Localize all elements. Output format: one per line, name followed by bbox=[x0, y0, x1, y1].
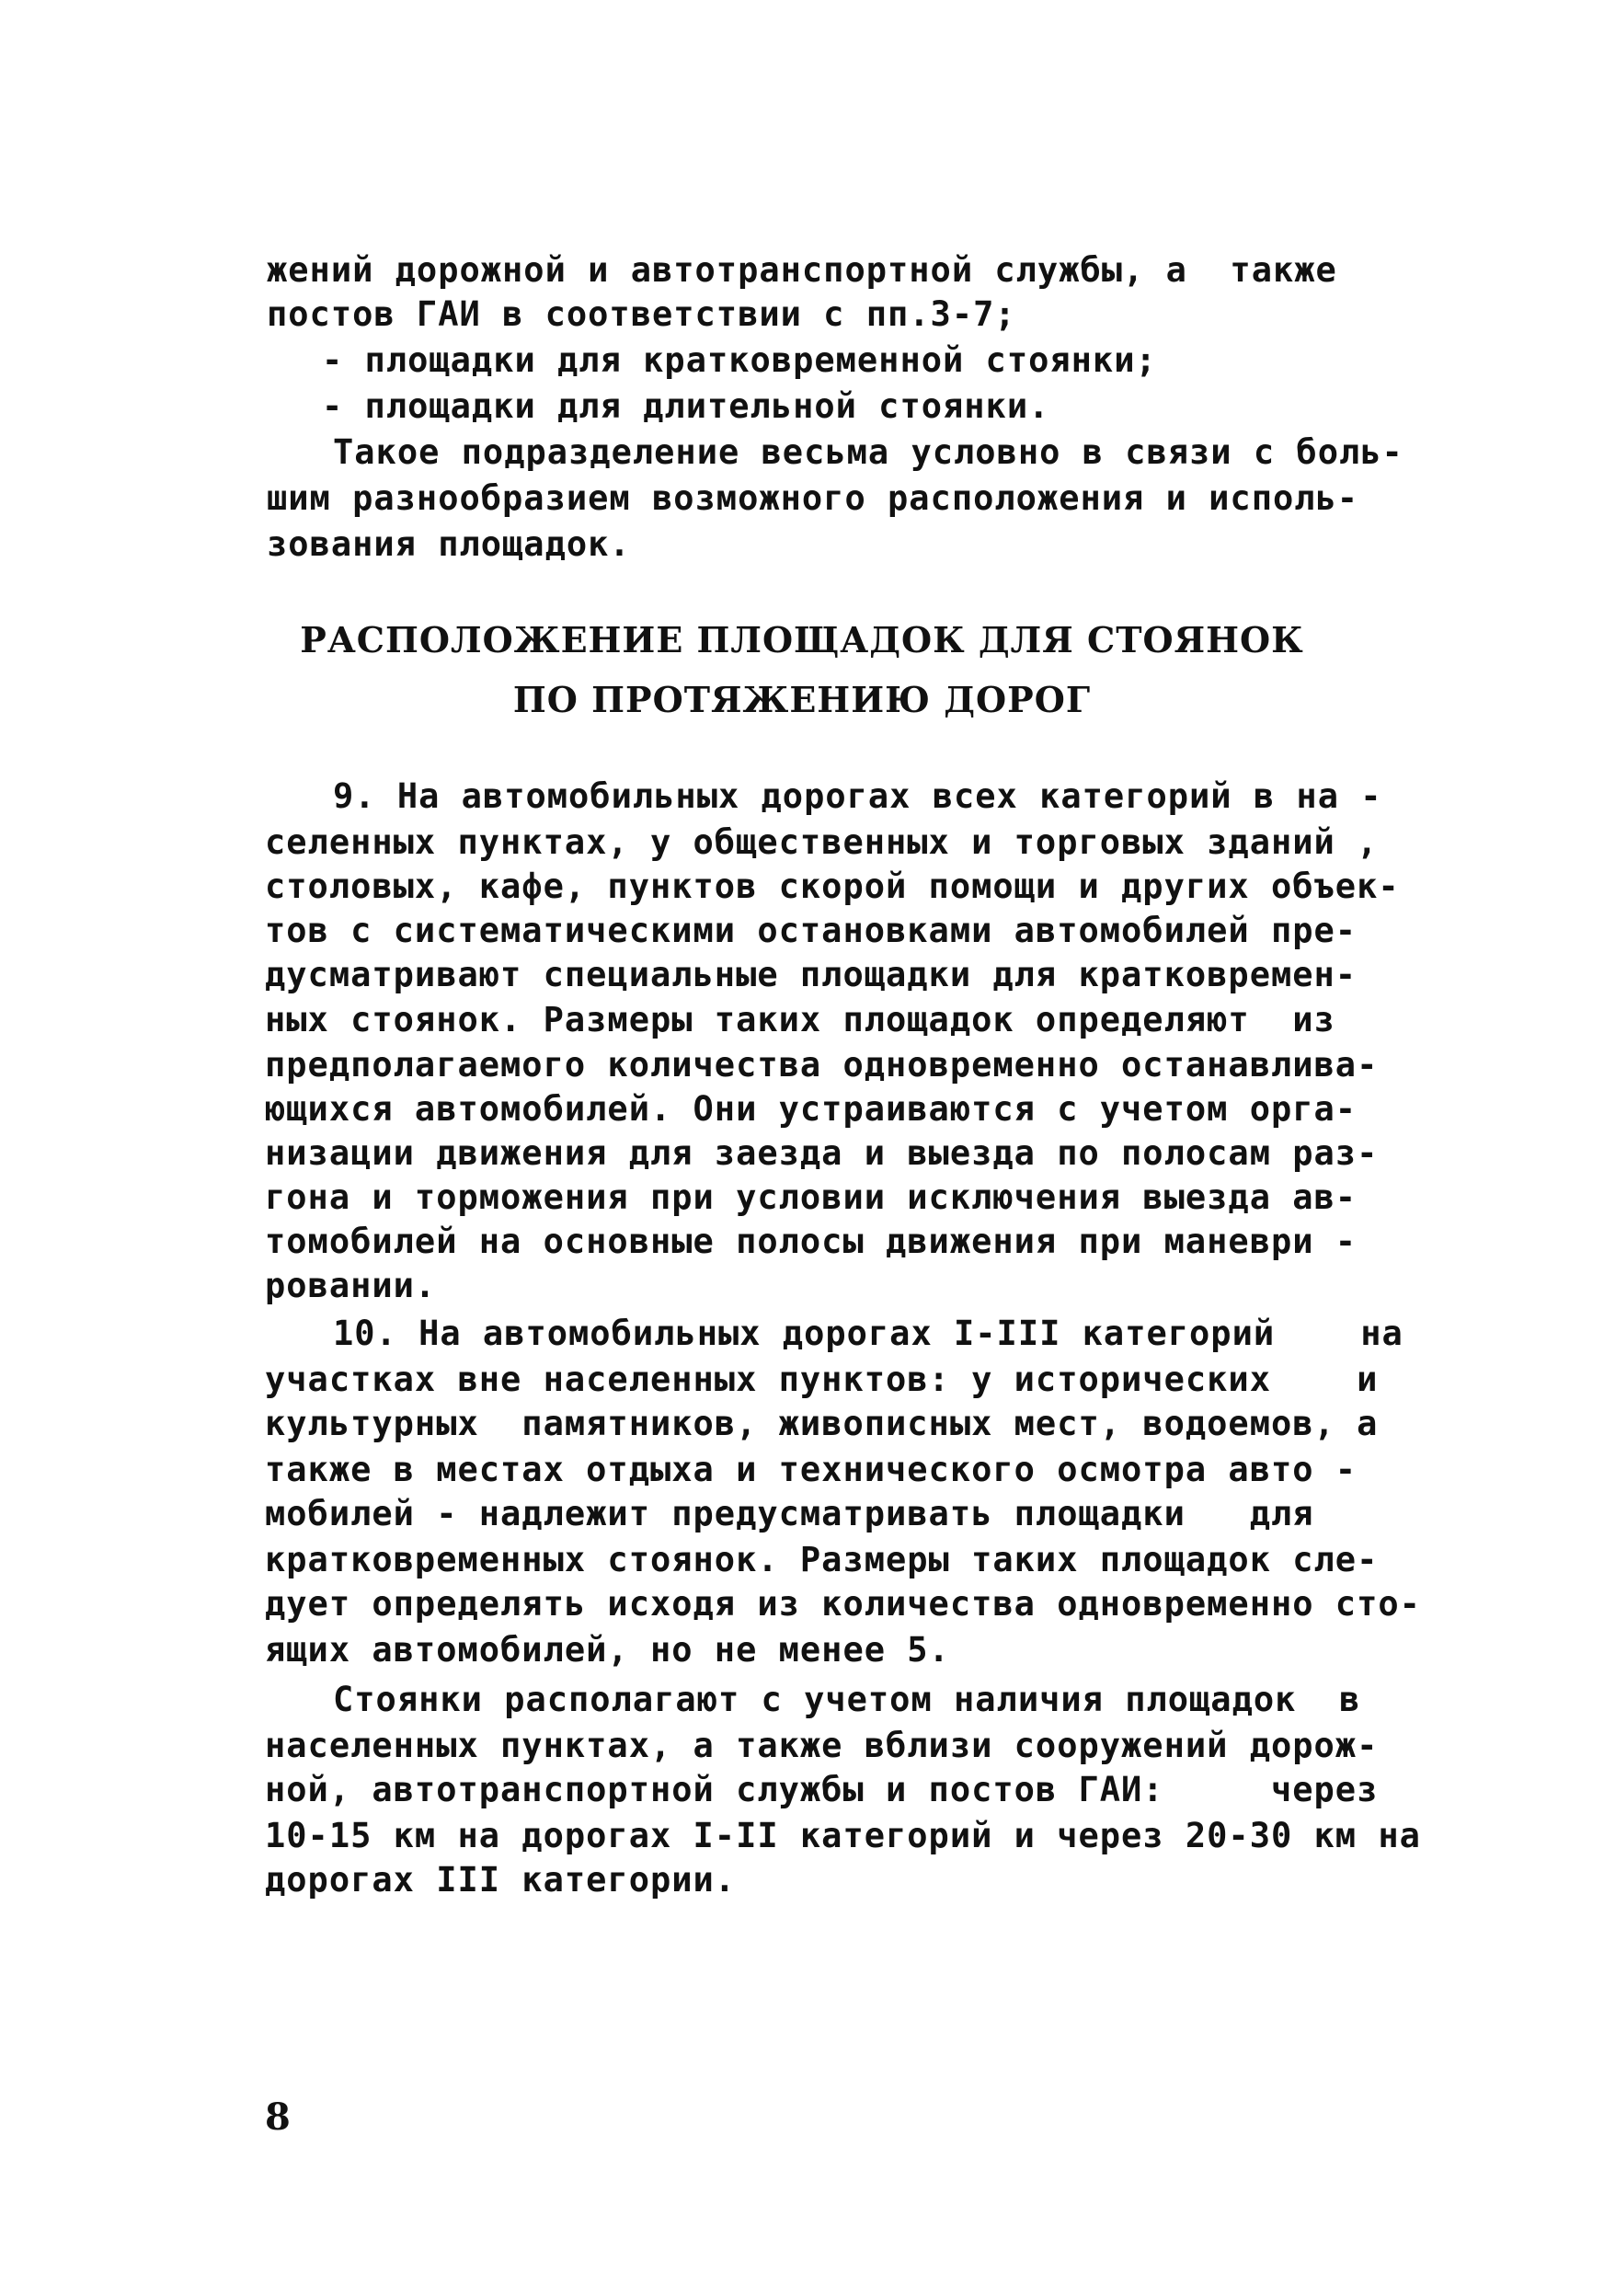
paragraph-9-line: столовых, кафе, пунктов скорой помощи и других объек- bbox=[265, 867, 1400, 906]
intro-line: шим разнообразием возможного расположения и исполь- bbox=[267, 478, 1359, 518]
paragraph-last-line: Стоянки располагают с учетом наличия площадок в bbox=[333, 1680, 1361, 1719]
paragraph-10-line: мобилей - надлежит предусматривать площадки для bbox=[265, 1494, 1314, 1533]
paragraph-last-line: 10-15 км на дорогах I-II категорий и через 20-30 км на bbox=[265, 1816, 1421, 1855]
paragraph-9-line: предполагаемого количества одновременно останавлива- bbox=[265, 1045, 1379, 1085]
paragraph-10-line: также в местах отдыха и технического осмотра авто - bbox=[265, 1450, 1358, 1489]
section-heading-line-2: ПО ПРОТЯЖЕНИЮ ДОРОГ bbox=[512, 679, 1092, 720]
section-heading-line-1: РАСПОЛОЖЕНИЕ ПЛОЩАДОК ДЛЯ СТОЯНОК bbox=[300, 619, 1304, 660]
paragraph-9-line: ных стоянок. Размеры таких площадок определяют из bbox=[265, 1000, 1335, 1039]
intro-line: - площадки для кратковременной стоянки; bbox=[322, 340, 1157, 380]
paragraph-10-line: культурных памятников, живописных мест, водоемов, а bbox=[265, 1404, 1379, 1443]
paragraph-9-line: низации движения для заезда и выезда по полосам раз- bbox=[265, 1133, 1379, 1173]
paragraph-9-line: селенных пунктах, у общественных и торговых зданий , bbox=[265, 822, 1379, 862]
paragraph-last-line: населенных пунктах, а также вблизи сооружений дорож- bbox=[265, 1726, 1379, 1765]
paragraph-10-line: участках вне населенных пунктов: у исторических и bbox=[265, 1360, 1379, 1399]
paragraph-last-line: ной, автотранспортной службы и постов ГАИ: через bbox=[265, 1770, 1379, 1809]
intro-line: - площадки для длительной стоянки. bbox=[322, 386, 1050, 426]
intro-line: Такое подразделение весьма условно в связи с боль- bbox=[333, 432, 1404, 472]
paragraph-9-line: 9. На автомобильных дорогах всех категорий в на - bbox=[333, 776, 1382, 816]
paragraph-10-line: 10. На автомобильных дорогах I-III категорий на bbox=[333, 1314, 1404, 1353]
paragraph-10-line: кратковременных стоянок. Размеры таких площадок сле- bbox=[265, 1540, 1379, 1579]
paragraph-9-line: тов с систематическими остановками автомобилей пре- bbox=[265, 911, 1358, 950]
paragraph-9-line: томобилей на основные полосы движения при маневри - bbox=[265, 1222, 1358, 1261]
paragraph-9-line: гона и торможения при условии исключения выезда ав- bbox=[265, 1177, 1358, 1217]
intro-line: жений дорожной и автотранспортной службы, а также bbox=[267, 250, 1337, 290]
paragraph-last-line: дорогах III категории. bbox=[265, 1860, 737, 1900]
paragraph-9-line: ющихся автомобилей. Они устраиваются с учетом орга- bbox=[265, 1089, 1358, 1129]
page-number: 8 bbox=[265, 2095, 291, 2139]
intro-line: постов ГАИ в соответствии с пп.3-7; bbox=[267, 294, 1016, 334]
paragraph-10-line: дует определять исходя из количества одновременно сто- bbox=[265, 1584, 1421, 1624]
paragraph-9-line: дусматривают специальные площадки для кратковремен- bbox=[265, 955, 1358, 994]
intro-line: зования площадок. bbox=[267, 524, 631, 564]
paragraph-9-line: ровании. bbox=[265, 1266, 437, 1305]
paragraph-10-line: ящих автомобилей, но не менее 5. bbox=[265, 1630, 950, 1670]
